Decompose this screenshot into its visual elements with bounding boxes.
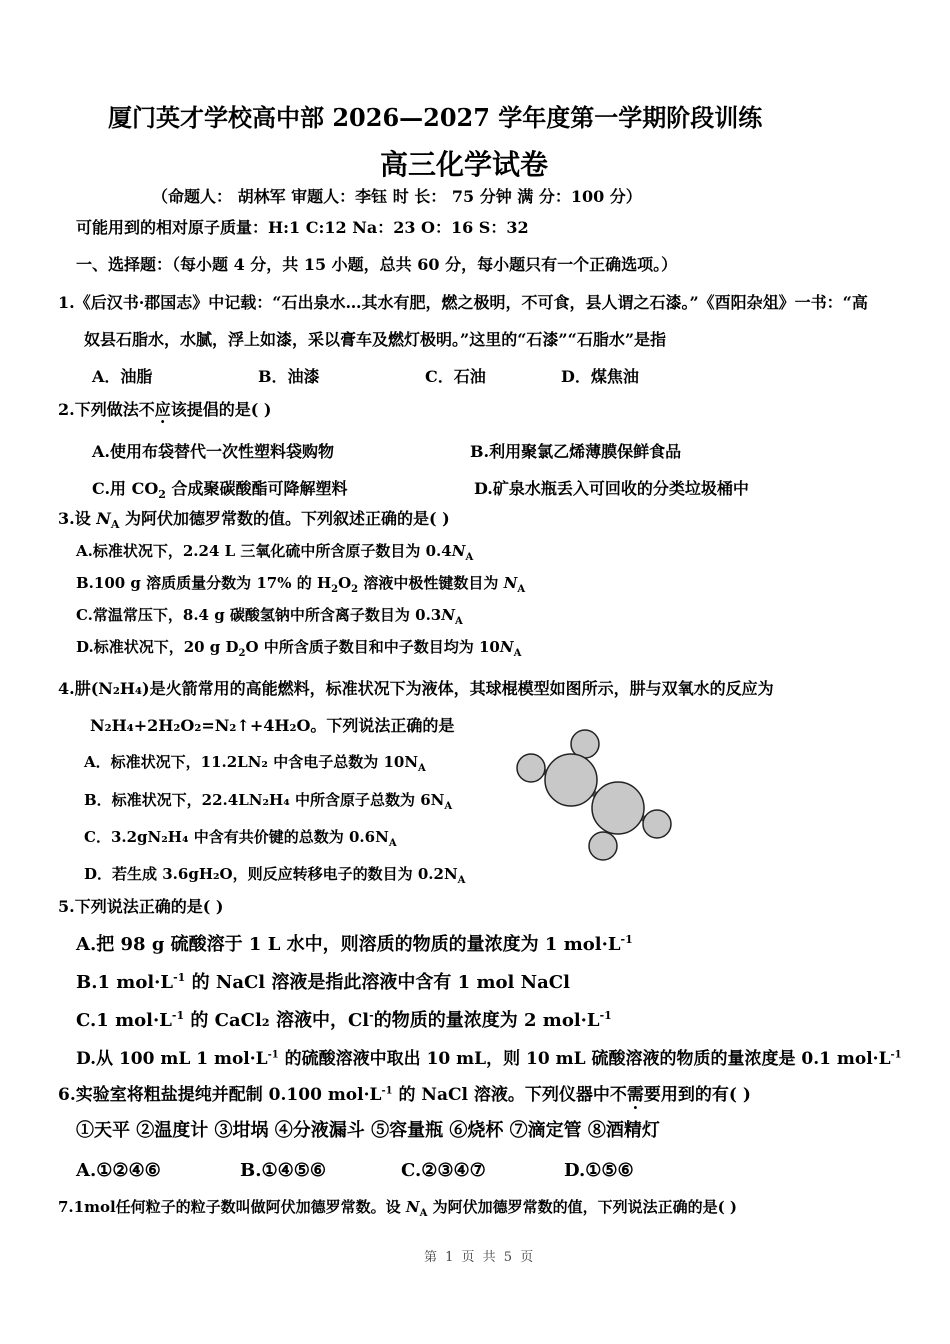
- q3-c-na-sub: A: [454, 616, 463, 627]
- q1-option-a: A．油脂: [92, 367, 153, 386]
- q6-stem: [58, 1080, 751, 1105]
- q4-a-sub: A: [418, 763, 426, 774]
- q1-stem-line1: 1.《后汉书·郡国志》中记载：“石出泉水…其水有肥，燃之极明，不可食，县人谓之石漆。”《酉阳杂俎》一书：“高: [58, 293, 868, 312]
- q3-d-text-2: O 中所含质子数目和中子数目均为 10: [245, 638, 500, 656]
- q5-option-b: [76, 968, 570, 994]
- q4-option-d: [84, 863, 465, 886]
- exam-subtitle: 高三化学试卷: [380, 148, 549, 181]
- q5-c-sup-2: -1: [599, 1009, 612, 1022]
- q4-option-b: [84, 789, 452, 812]
- hydrogen-atom: [643, 810, 671, 838]
- q7-stem-post: 为阿伏加德罗常数的值，下列说法正确的是( ): [427, 1198, 738, 1216]
- q5-a-sup: -1: [620, 933, 633, 946]
- q2-option-c: [92, 476, 348, 501]
- q3-c-text: C.常温常压下，8.4 g 碳酸氢钠中所含离子数目为 0.3: [76, 606, 442, 624]
- q2-option-b: B.利用聚氯乙烯薄膜保鲜食品: [470, 442, 682, 461]
- q3-stem: [58, 506, 450, 531]
- q4-a-text: A．标准状况下，11.2LN₂ 中含电子总数为 10N: [84, 753, 419, 771]
- q1-option-d: D．煤焦油: [561, 367, 639, 386]
- q2-c-text-2: 合成聚碳酸酯可降解塑料: [165, 479, 348, 498]
- q5-c-text: C.1 mol·L: [76, 1010, 172, 1031]
- q2-option-d: D.矿泉水瓶丢入可回收的分类垃圾桶中: [474, 479, 749, 498]
- q7-stem-pre: 7.1mol任何粒子的粒子数叫做阿伏加德罗常数。设: [58, 1198, 406, 1216]
- q3-stem-pre: 3.设: [58, 509, 97, 528]
- q5-option-a: [76, 930, 633, 956]
- q1-option-b: B．油漆: [258, 367, 320, 386]
- q3-c-na: N: [441, 606, 455, 624]
- q3-option-b: B.100 g 溶质质量分数为 17% 的 $H_2O_2$ 溶液中极性键数目为 $N_A$: [76, 574, 526, 595]
- q5-a-text: A.把 98 g 硫酸溶于 1 L 水中，则溶质的物质的量浓度为 1 mol·L: [76, 934, 621, 955]
- q7-na-sub: A: [419, 1208, 428, 1219]
- q3-d-text: D.标准状况下，20 g D: [76, 638, 239, 656]
- q5-option-c: [76, 1006, 612, 1032]
- q2-c-text: C.用 CO: [92, 479, 159, 498]
- q5-d-text: D.从 100 mL 1 mol·L: [76, 1049, 268, 1069]
- q1-option-c: C．石油: [425, 367, 486, 386]
- page-footer: 第 1 页 共 5 页: [424, 1250, 536, 1265]
- q2-c-sub: 2: [158, 488, 166, 502]
- q3-a-na: N: [451, 542, 466, 560]
- q4-c-text: C．3.2gN₂H₄ 中含有共价键的总数为 0.6N: [84, 828, 389, 846]
- q3-option-c: [76, 604, 463, 627]
- q3-b-text: B.100 g 溶质质量分数为 17% 的 H: [76, 574, 332, 592]
- q3-a-na-sub: A: [465, 552, 474, 563]
- q4-d-text: D．若生成 3.6gH₂O，则反应转移电子的数目为 0.2N: [84, 865, 458, 883]
- q3-b-text-2: 溶液中极性键数目为: [358, 574, 504, 592]
- q5-c-text-2: 的 CaCl₂ 溶液中，Cl: [184, 1010, 370, 1031]
- nitrogen-atom: [545, 754, 597, 806]
- q4-b-sub: A: [444, 801, 453, 812]
- q3-a-text: A.标准状况下，2.24 L 三氧化硫中所含原子数目为 0.4: [76, 542, 452, 560]
- q2-stem-prefix: 2.下列做法: [58, 400, 139, 419]
- q3-na-sub: A: [110, 518, 120, 532]
- exam-title: 厦门英才学校高中部 2026—2027 学年度第一学期阶段训练: [108, 103, 763, 132]
- q6-option-c: C.②③④⑦: [401, 1160, 486, 1181]
- section-heading: 一、选择题：（每小题 4 分，共 15 小题，总共 60 分，每小题只有一个正确选项。）: [76, 255, 678, 274]
- q5-option-d: [76, 1044, 902, 1069]
- q5-d-text-2: 的硫酸溶液中取出 10 mL，则 10 mL 硫酸溶液的物质的量浓度是 0.1 mol·L: [278, 1049, 891, 1069]
- hydrazine-ball-stick-model: [505, 722, 685, 866]
- nitrogen-atom: [592, 782, 644, 834]
- q3-na: N: [96, 509, 111, 528]
- q4-b-text: B．标准状况下，22.4LN₂H₄ 中所含原子总数为 6N: [84, 791, 445, 809]
- q4-option-a: [84, 751, 426, 774]
- q3-b-o: O: [338, 574, 352, 592]
- q2-stem: [58, 397, 271, 420]
- q5-c-text-3: 的物质的量浓度为 2 mol·L: [373, 1010, 600, 1031]
- q5-c-sup: -1: [171, 1009, 185, 1022]
- q5-d-sup-2: -1: [890, 1049, 902, 1061]
- q5-b-sup: -1: [173, 971, 186, 984]
- q3-b-na: N: [503, 574, 518, 592]
- atomic-masses: 可能用到的相对原子质量：H:1 C:12 Na：23 O：16 S：32: [76, 218, 529, 237]
- q6-stem-emphasis: 不需要: [609, 1085, 661, 1105]
- q4-c-sub: A: [388, 838, 397, 849]
- q5-b-text: B.1 mol·L: [76, 972, 174, 993]
- q3-d-na-sub: A: [513, 648, 522, 659]
- q2-stem-suffix: 提倡的是( ): [186, 400, 272, 419]
- q6-stem-pre: 6.实验室将粗盐提纯并配制 0.100 mol·L: [58, 1085, 382, 1105]
- q6-option-a: A.①②④⑥: [76, 1160, 161, 1181]
- q4-d-sub: A: [457, 875, 466, 886]
- exam-info: （命题人： 胡林军 审题人：李钰 时 长： 75 分钟 满 分：100 分）: [152, 187, 642, 206]
- q6-option-b: B.①④⑤⑥: [240, 1160, 327, 1181]
- q5-b-text-2: 的 NaCl 溶液是指此溶液中含有 1 mol NaCl: [185, 972, 570, 993]
- q3-b-na-sub: A: [517, 584, 526, 595]
- q7-stem: [58, 1196, 737, 1219]
- q7-na: N: [405, 1198, 420, 1216]
- q5-d-sup: -1: [267, 1049, 279, 1061]
- q4-option-c: [84, 826, 397, 849]
- q2-stem-emphasis: 不应该: [138, 400, 187, 419]
- q6-stem-mid: 的 NaCl 溶液。下列仪器中: [392, 1085, 610, 1105]
- hydrogen-atom: [589, 832, 617, 860]
- q6-items: ①天平 ②温度计 ③坩埚 ④分液漏斗 ⑤容量瓶 ⑥烧杯 ⑦滴定管 ⑧酒精灯: [76, 1120, 660, 1141]
- q4-stem-line2: N₂H₄+2H₂O₂=N₂↑+4H₂O。下列说法正确的是: [90, 716, 455, 735]
- q5-stem: 5.下列说法正确的是( ): [58, 897, 224, 916]
- q1-stem-line2: 奴县石脂水，水腻，浮上如漆，采以膏车及燃灯极明。”这里的“石漆”“石脂水”是指: [84, 330, 667, 349]
- q3-stem-post: 为阿伏加德罗常数的值。下列叙述正确的是( ): [119, 509, 450, 528]
- q6-sup: -1: [381, 1085, 393, 1097]
- q5-c-sup-minus: -: [369, 1009, 374, 1022]
- q2-option-a: A.使用布袋替代一次性塑料袋购物: [92, 442, 334, 461]
- q3-d-na: N: [499, 638, 514, 656]
- q6-stem-post: 用到的有( ): [660, 1085, 751, 1105]
- q6-option-d: D.①⑤⑥: [564, 1160, 634, 1181]
- hydrogen-atom: [517, 754, 545, 782]
- q3-option-d: D.标准状况下，20 g $D_2O$ 中所含质子数目和中子数目均为 $10N_A$: [76, 638, 522, 659]
- q4-stem-line1: 4.肼(N₂H₄)是火箭常用的高能燃料，标准状况下为液体，其球棍模型如图所示，肼与双氧水的反应为: [58, 679, 774, 698]
- q3-option-a: [76, 540, 473, 563]
